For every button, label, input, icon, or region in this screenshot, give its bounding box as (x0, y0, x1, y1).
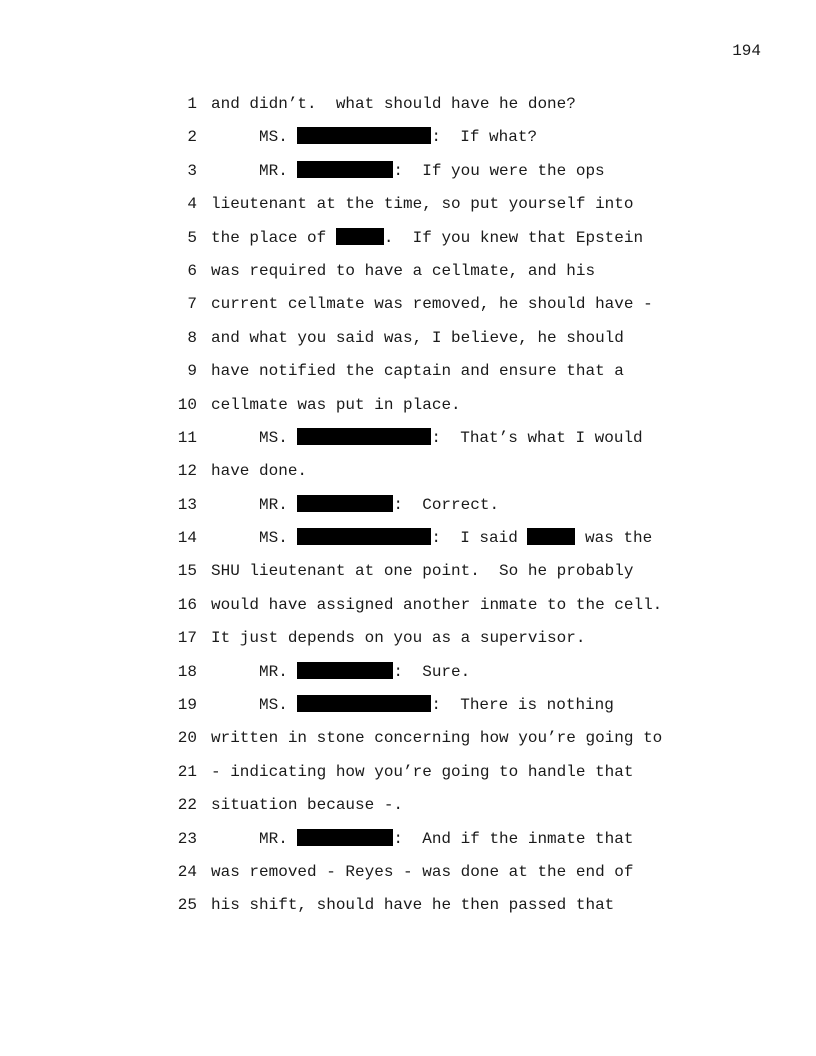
line-number: 12 (177, 462, 197, 481)
redaction-block (297, 528, 431, 545)
line-content: : There is nothing (431, 696, 614, 715)
line-text (211, 226, 643, 250)
line-content: It just depends on you as a supervisor. (211, 629, 586, 648)
redaction-block (297, 662, 393, 679)
line-text (211, 125, 537, 149)
line-content: : If you were the ops (393, 161, 605, 180)
line-content: his shift, should have he then passed that (211, 896, 615, 915)
line-indent (211, 496, 259, 514)
line-content: have notified the captain and ensure that a (211, 362, 624, 381)
line-text (211, 159, 605, 183)
speaker-prefix: MR. (259, 829, 298, 848)
line-indent (211, 128, 259, 146)
speaker-prefix: the place of (211, 228, 336, 247)
line-number: 2 (187, 128, 197, 147)
line-text (211, 860, 633, 884)
line-content: SHU lieutenant at one point. So he probably (211, 562, 634, 581)
line-content: was the (575, 529, 653, 548)
line-content: : Sure. (393, 662, 471, 681)
line-text (211, 326, 624, 350)
line-indent (211, 529, 259, 547)
line-number: 4 (187, 195, 197, 214)
line-number: 21 (177, 762, 197, 781)
line-text (211, 660, 470, 684)
line-content: - indicating how you’re going to handle that (211, 762, 634, 781)
speaker-prefix: MS. (259, 128, 298, 147)
line-number: 18 (177, 662, 197, 681)
speaker-prefix: MR. (259, 495, 298, 514)
line-number: 5 (187, 228, 197, 247)
speaker-prefix: MR. (259, 161, 298, 180)
line-text (211, 359, 624, 383)
line-content: have done. (211, 462, 308, 481)
line-number: 7 (187, 295, 197, 314)
line-content: : I said (431, 529, 528, 548)
line-content: was removed - Reyes - was done at the end of (211, 862, 634, 881)
line-content: written in stone concerning how you’re going to (211, 729, 663, 748)
line-number: 23 (177, 829, 197, 848)
line-text (211, 292, 653, 316)
line-text (211, 793, 403, 817)
line-number: 15 (177, 562, 197, 581)
line-number: 25 (177, 896, 197, 915)
redaction-block (297, 161, 393, 178)
line-indent (211, 162, 259, 180)
line-number: 3 (187, 161, 197, 180)
line-number: 8 (187, 328, 197, 347)
line-content: . If you knew that Epstein (383, 228, 644, 247)
line-content: cellmate was put in place. (211, 395, 461, 414)
line-text (211, 893, 614, 917)
line-indent (211, 663, 259, 681)
line-text (211, 559, 633, 583)
line-indent (211, 696, 259, 714)
line-number: 20 (177, 729, 197, 748)
line-number: 19 (177, 696, 197, 715)
line-number: 24 (177, 862, 197, 881)
line-content: and didn’t. what should have he done? (211, 95, 576, 113)
line-text (211, 726, 662, 750)
line-text (211, 426, 643, 450)
redaction-block (297, 829, 393, 846)
line-number: 9 (187, 362, 197, 381)
speaker-prefix: MS. (259, 696, 298, 715)
line-text (211, 393, 461, 417)
line-number: 14 (177, 529, 197, 548)
line-number: 16 (177, 595, 197, 614)
speaker-prefix: MS. (259, 428, 298, 447)
line-content: : That’s what I would (431, 428, 643, 447)
line-content: was required to have a cellmate, and his (211, 261, 596, 280)
line-number: 11 (177, 428, 197, 447)
redaction-block (527, 528, 575, 545)
speaker-prefix: MR. (259, 662, 298, 681)
page-number: 194 (732, 42, 761, 60)
redaction-block (297, 127, 431, 144)
redaction-block (297, 428, 431, 445)
line-text (211, 259, 595, 283)
line-content: and what you said was, I believe, he should (211, 328, 624, 347)
line-text (211, 693, 614, 717)
line-text (211, 493, 499, 517)
line-number: 13 (177, 495, 197, 514)
line-text (211, 192, 633, 216)
line-content: : And if the inmate that (393, 829, 634, 848)
line-number: 22 (177, 796, 197, 815)
redaction-block (336, 228, 384, 245)
line-text (211, 626, 585, 650)
line-number: 10 (177, 395, 197, 414)
line-number: 6 (187, 261, 197, 280)
line-text (211, 760, 633, 784)
line-content: : If what? (431, 128, 538, 147)
line-indent (211, 830, 259, 848)
line-text (211, 827, 633, 851)
line-content: lieutenant at the time, so put yourself into (211, 195, 634, 214)
line-text (211, 92, 576, 116)
line-number: 1 (187, 95, 197, 113)
line-text (211, 526, 652, 550)
line-content: situation because -. (211, 796, 404, 815)
speaker-prefix: MS. (259, 529, 298, 548)
line-content: current cellmate was removed, he should have - (211, 295, 653, 314)
line-text (211, 459, 307, 483)
line-text (211, 593, 662, 617)
line-number: 17 (177, 629, 197, 648)
line-indent (211, 429, 259, 447)
line-content: would have assigned another inmate to the cell. (211, 595, 663, 614)
line-content: : Correct. (393, 495, 500, 514)
redaction-block (297, 495, 393, 512)
redaction-block (297, 695, 431, 712)
